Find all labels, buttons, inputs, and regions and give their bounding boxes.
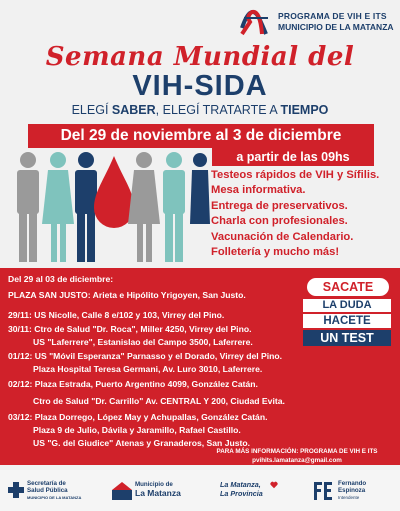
people-illustration (14, 146, 210, 266)
municipality-icon (112, 482, 132, 500)
badge-line1: SACATE (307, 278, 389, 296)
activities-list (211, 168, 399, 260)
activity-item: Entrega de preservativos. (211, 199, 348, 212)
title-line2: VIH-SIDA (132, 70, 268, 102)
blood-drop-icon (94, 156, 134, 228)
badge-line2: LA DUDA (303, 299, 391, 312)
municipality-logo (112, 480, 196, 502)
schedule-row: Plaza Hospital Teresa Germani, Av. Luro 3010, Laferrere. (33, 364, 263, 374)
schedule-row: 29/11: US Nicolle, Calle 8 e/102 y 103, Virrey del Pino. (8, 310, 225, 320)
slogan-bold1: SABER (111, 103, 156, 117)
person-icon (17, 152, 39, 262)
schedule-row: Plaza 9 de Julio, Dávila y Jaramillo, Rafael Castillo. (33, 425, 241, 435)
start-time-banner: a partir de las 09hs (212, 148, 374, 166)
program-municipality: MUNICIPIO DE LA MATANZA (278, 22, 394, 32)
footer-l4a: Fernando (338, 480, 367, 487)
mayor-logo (314, 480, 396, 502)
schedule-row: 01/12: US "Móvil Esperanza" Parnasso y el Dorado, Virrey del Pino. (8, 351, 283, 361)
activity-item: Testeos rápidos de VIH y Sífilis. (211, 169, 380, 181)
badge-line3: HACETE (303, 314, 391, 328)
slogan-part2: , ELEGÍ TRATARTE A (155, 103, 281, 117)
slogan-part1: ELEGÍ (71, 103, 112, 117)
person-icon (190, 153, 210, 224)
footer-l4c: Intendente (338, 495, 360, 500)
province-slogan-logo (220, 480, 300, 502)
title-line1: Semana Mundial del (45, 42, 355, 72)
person-icon (163, 152, 185, 262)
slogan (0, 103, 400, 117)
heart-icon (270, 481, 278, 489)
footer-l3a: La Matanza, (220, 480, 261, 489)
schedule-row: Ctro de Salud "Dr. Carrillo" Av. CENTRAL Y 200, Ciudad Evita. (33, 396, 285, 406)
program-logo (236, 6, 396, 36)
footer-l3b: La Provincia (220, 489, 263, 498)
fe-monogram-icon (314, 482, 334, 500)
footer-logos (0, 470, 400, 511)
footer-l4b: Espinoza (338, 487, 366, 494)
footer-l2b: La Matanza (135, 488, 181, 498)
health-secretariat-logo (8, 480, 94, 502)
schedule-row: PLAZA SAN JUSTO: Arieta e Hipólito Yrigoyen, San Justo. (8, 290, 246, 300)
slogan-bold2: TIEMPO (280, 103, 329, 117)
schedule-row: 02/12: Plaza Estrada, Puerto Argentino 4099, González Catán. (8, 379, 258, 389)
schedule-heading: Del 29 al 03 de diciembre: (8, 274, 114, 284)
person-icon (75, 152, 97, 262)
schedule-row: US "G. del Giudice" Atenas y Granaderos, San Justo. (33, 438, 251, 448)
activity-item: Mesa informativa. (211, 184, 306, 197)
schedule-row: US "Laferrere", Estanislao del Campo 3500, Laferrere. (33, 337, 253, 347)
program-name: PROGRAMA DE VIH E ITS (278, 11, 387, 21)
person-icon (128, 152, 160, 262)
health-cross-icon (8, 480, 24, 500)
activity-item: Folletería y mucho más! (211, 246, 340, 259)
date-range-banner: Del 29 de noviembre al 3 de diciembre (28, 124, 374, 148)
schedule-row: 03/12: Plaza Dorrego, López May y Achupallas, González Catán. (8, 412, 268, 422)
footer-l1c: MUNICIPIO DE LA MATANZA (27, 495, 82, 500)
schedule-row: 30/11: Ctro de Salud "Dr. Roca", Miller 4250, Virrey del Pino. (8, 324, 252, 334)
get-tested-badge (303, 278, 391, 350)
contact-email[interactable]: pvihits.lamatanza@gmail.com (252, 457, 342, 464)
badge-line4: UN TEST (303, 330, 391, 346)
person-icon (42, 152, 74, 262)
activity-item: Charla con profesionales. (211, 215, 348, 228)
footer-l2a: Municipio de (135, 481, 173, 488)
red-ribbon-icon (236, 6, 274, 36)
more-info-label: PARA MÁS INFORMACIÓN: PROGRAMA DE VIH E ITS (216, 448, 378, 455)
footer-l1a: Secretaría de (27, 480, 66, 487)
footer-l1b: Salud Pública (27, 487, 68, 494)
activity-item: Vacunación de Calendario. (211, 230, 354, 243)
